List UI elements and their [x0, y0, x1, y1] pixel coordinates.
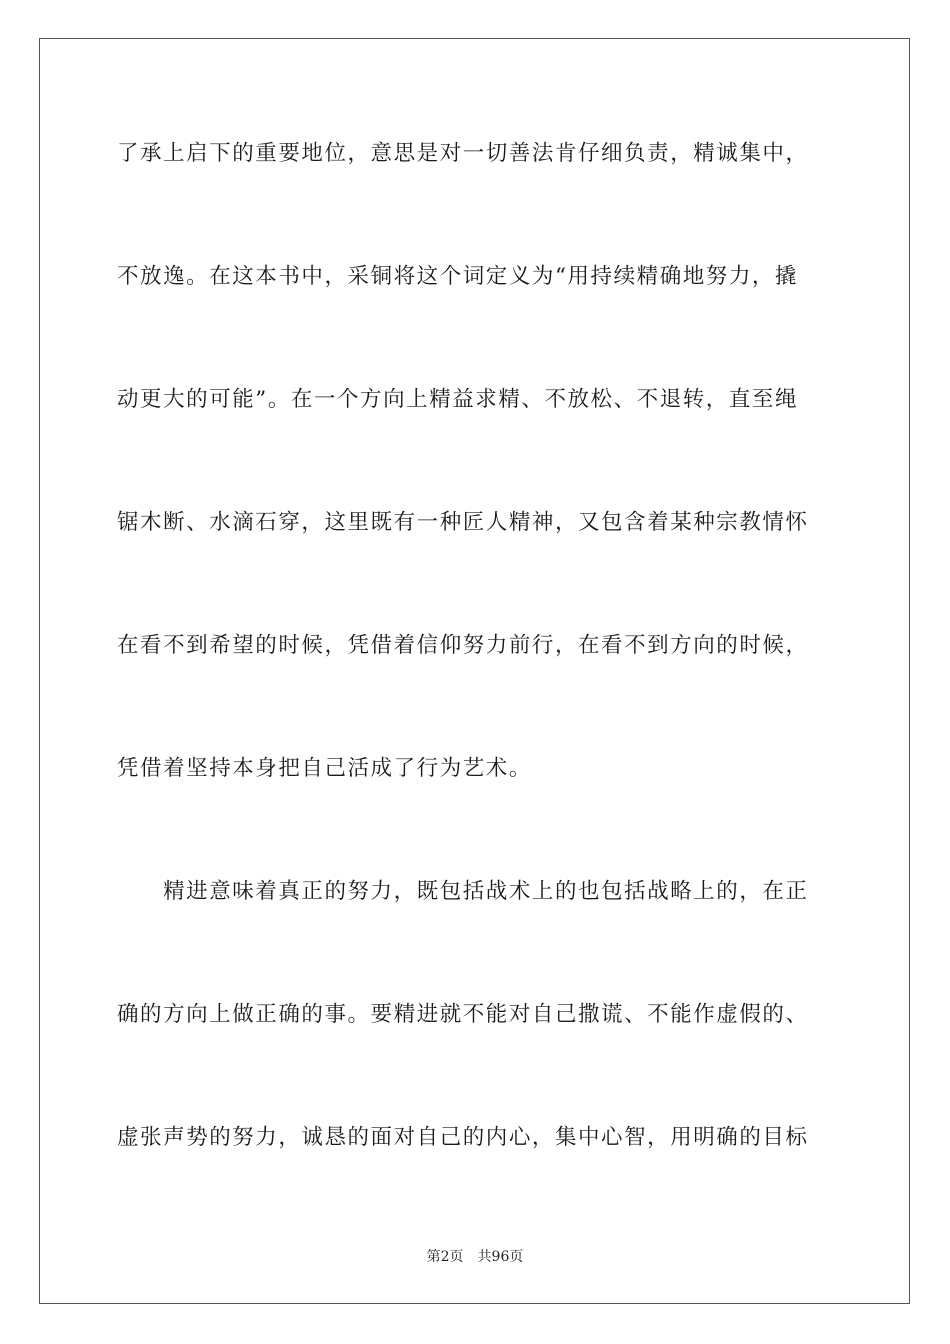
- page-frame: [39, 38, 910, 1304]
- text-line: 在看不到希望的时候，凭借着信仰努力前行，在看不到方向的时候，: [117, 633, 809, 658]
- page-footer: [0, 1247, 950, 1267]
- current-page-number: 第2页: [426, 1249, 464, 1265]
- paragraph-start-line: 精进意味着真正的努力，既包括战术上的也包括战略上的，在正: [117, 879, 809, 904]
- text-line: 动更大的可能”。在一个方向上精益求精、不放松、不退转，直至绳: [117, 387, 798, 412]
- text-line: 凭借着坚持本身把自己活成了行为艺术。: [117, 756, 532, 781]
- text-line: 了承上启下的重要地位，意思是对一切善法肯仔细负责，精诚集中，: [117, 141, 809, 166]
- text-line: 确的方向上做正确的事。要精进就不能对自己撒谎、不能作虚假的、: [117, 1002, 809, 1027]
- text-line: 不放逸。在这本书中，采铜将这个词定义为“用持续精确地努力，撬: [117, 264, 798, 289]
- total-pages: 共96页: [477, 1249, 524, 1265]
- text-line: 虚张声势的努力，诚恳的面对自己的内心，集中心智，用明确的目标: [117, 1125, 809, 1150]
- text-line: 锯木断、水滴石穿，这里既有一种匠人精神，又包含着某种宗教情怀: [117, 510, 809, 535]
